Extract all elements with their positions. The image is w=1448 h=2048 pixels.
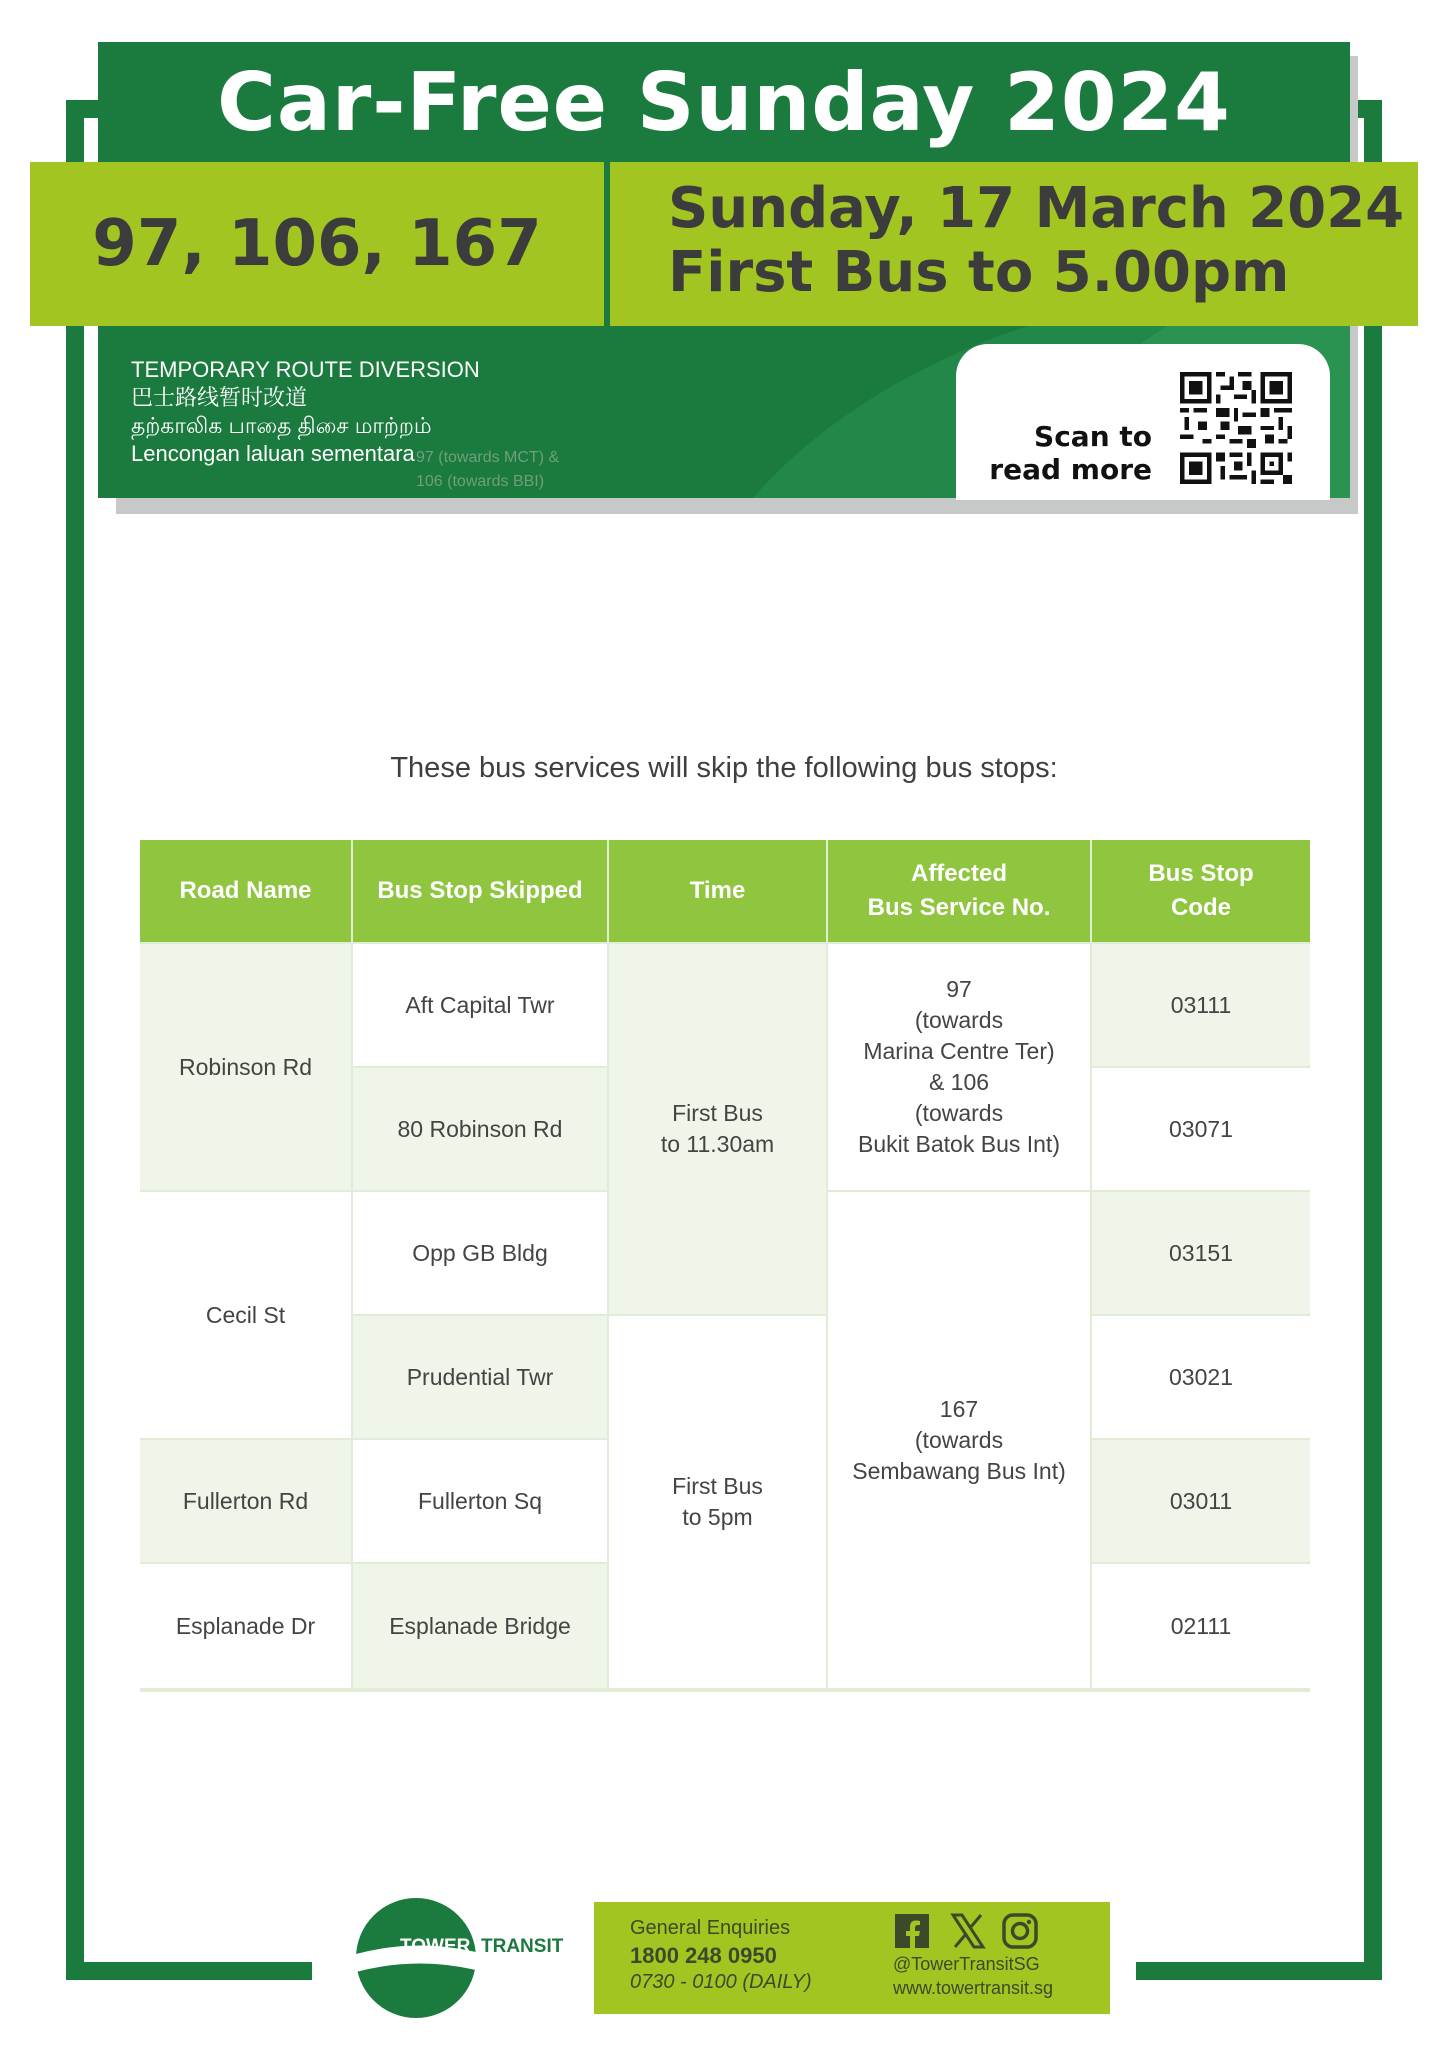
enquiries-label: General Enquiries (630, 1917, 791, 1939)
time-cell (609, 944, 826, 1314)
stop-code: 03071 (1169, 1115, 1233, 1142)
scan-line: read more (989, 453, 1152, 486)
code-cell (1092, 1068, 1310, 1190)
enquiries-phone[interactable]: 1800 248 0950 (630, 1943, 777, 1968)
code-cell (1092, 1316, 1310, 1438)
event-time: First Bus to 5.00pm (668, 240, 1290, 305)
road-name: Robinson Rd (179, 1053, 312, 1080)
stop-code: 03151 (1169, 1239, 1233, 1266)
instagram-icon[interactable] (1001, 1912, 1039, 1950)
facebook-icon[interactable] (893, 1912, 931, 1950)
frame-left-border (66, 100, 84, 1980)
enquiries-hours: 0730 - 0100 (DAILY) (630, 1971, 812, 1993)
website-link[interactable]: www.towertransit.sg (893, 1978, 1054, 1998)
road-name: Esplanade Dr (175, 1612, 316, 1639)
frame-right-border (1364, 100, 1382, 1980)
column-header-time (609, 840, 826, 942)
road-cell (140, 944, 351, 1190)
stop-code: 02111 (1170, 1612, 1232, 1639)
frame-bottom-right-border (1136, 1962, 1382, 1980)
intro-text: These bus services will skip the following bus stops: (390, 752, 1058, 784)
stop-code: 03111 (1170, 991, 1232, 1018)
stop-name: Fullerton Sq (417, 1487, 542, 1514)
logo-word-tower: TOWER (400, 1936, 471, 1957)
road-cell (140, 1192, 351, 1438)
time-window: First Bus to 5pm (672, 1473, 763, 1530)
time-cell (609, 1316, 826, 1688)
service-description: 97 (towards Marina Centre Ter) & 106 (towards Bukit Batok Bus Int) (858, 976, 1060, 1157)
stop-cell (353, 1068, 607, 1190)
stop-cell (353, 944, 607, 1066)
social-handle[interactable]: @TowerTransitSG (893, 1954, 1040, 1974)
header-label: Bus Stop Code (1148, 860, 1254, 921)
code-cell (1092, 1564, 1310, 1688)
time-window: First Bus to 11.30am (660, 1100, 775, 1157)
logo-word-transit: TRANSIT (481, 1936, 564, 1957)
column-header-road (140, 840, 351, 942)
road-cell (140, 1564, 351, 1688)
stop-cell (353, 1316, 607, 1438)
column-header-stop (353, 840, 607, 942)
faint-route-note (416, 446, 559, 494)
stop-name: Aft Capital Twr (405, 991, 555, 1018)
qr-code-icon[interactable] (1180, 372, 1292, 484)
service-cell (828, 944, 1090, 1190)
service-description: 167 (towards Sembawang Bus Int) (852, 1395, 1066, 1484)
faint-note-line: 106 (towards BBI) (416, 473, 545, 490)
diversion-english: TEMPORARY ROUTE DIVERSION (131, 357, 480, 382)
road-cell (140, 1440, 351, 1562)
page-title: Car-Free Sunday 2024 (217, 56, 1231, 149)
code-cell (1092, 1440, 1310, 1562)
diversion-malay: Lencongan laluan sementara (131, 441, 415, 466)
column-header-code (1092, 840, 1310, 942)
scan-line: Scan to (1034, 420, 1152, 453)
frame-bottom-left-border (66, 1962, 316, 1980)
road-name: Cecil St (205, 1301, 286, 1328)
stop-name: Opp GB Bldg (412, 1239, 548, 1266)
stop-code: 03011 (1169, 1487, 1233, 1514)
faint-note-line: 97 (towards MCT) & (416, 449, 560, 466)
stop-cell (353, 1564, 607, 1688)
header-label: Time (689, 877, 746, 904)
stop-code: 03021 (1169, 1363, 1233, 1390)
stop-cell (353, 1192, 607, 1314)
stop-name: Esplanade Bridge (389, 1612, 571, 1639)
service-cell (828, 1192, 1090, 1688)
tower-transit-logo-icon (352, 1894, 584, 2022)
stop-cell (353, 1440, 607, 1562)
header-label: Affected Bus Service No. (867, 860, 1051, 921)
code-cell (1092, 944, 1310, 1066)
header-label: Road Name (179, 877, 312, 904)
diversion-chinese: 巴士路线暂时改道 (131, 385, 308, 410)
scan-prompt (986, 420, 1152, 486)
road-name: Fullerton Rd (182, 1487, 309, 1514)
stop-name: 80 Robinson Rd (397, 1115, 563, 1142)
affected-routes: 97, 106, 167 (92, 207, 542, 281)
x-icon[interactable] (949, 1912, 987, 1950)
skipped-stops-table (140, 840, 1310, 1692)
header-label: Bus Stop Skipped (377, 877, 583, 904)
column-header-service (828, 840, 1090, 942)
diversion-tamil: தற்காலிக பாதை திசை மாற்றம் (131, 413, 432, 438)
code-cell (1092, 1192, 1310, 1314)
stop-name: Prudential Twr (406, 1363, 554, 1390)
event-date: Sunday, 17 March 2024 (668, 176, 1405, 241)
